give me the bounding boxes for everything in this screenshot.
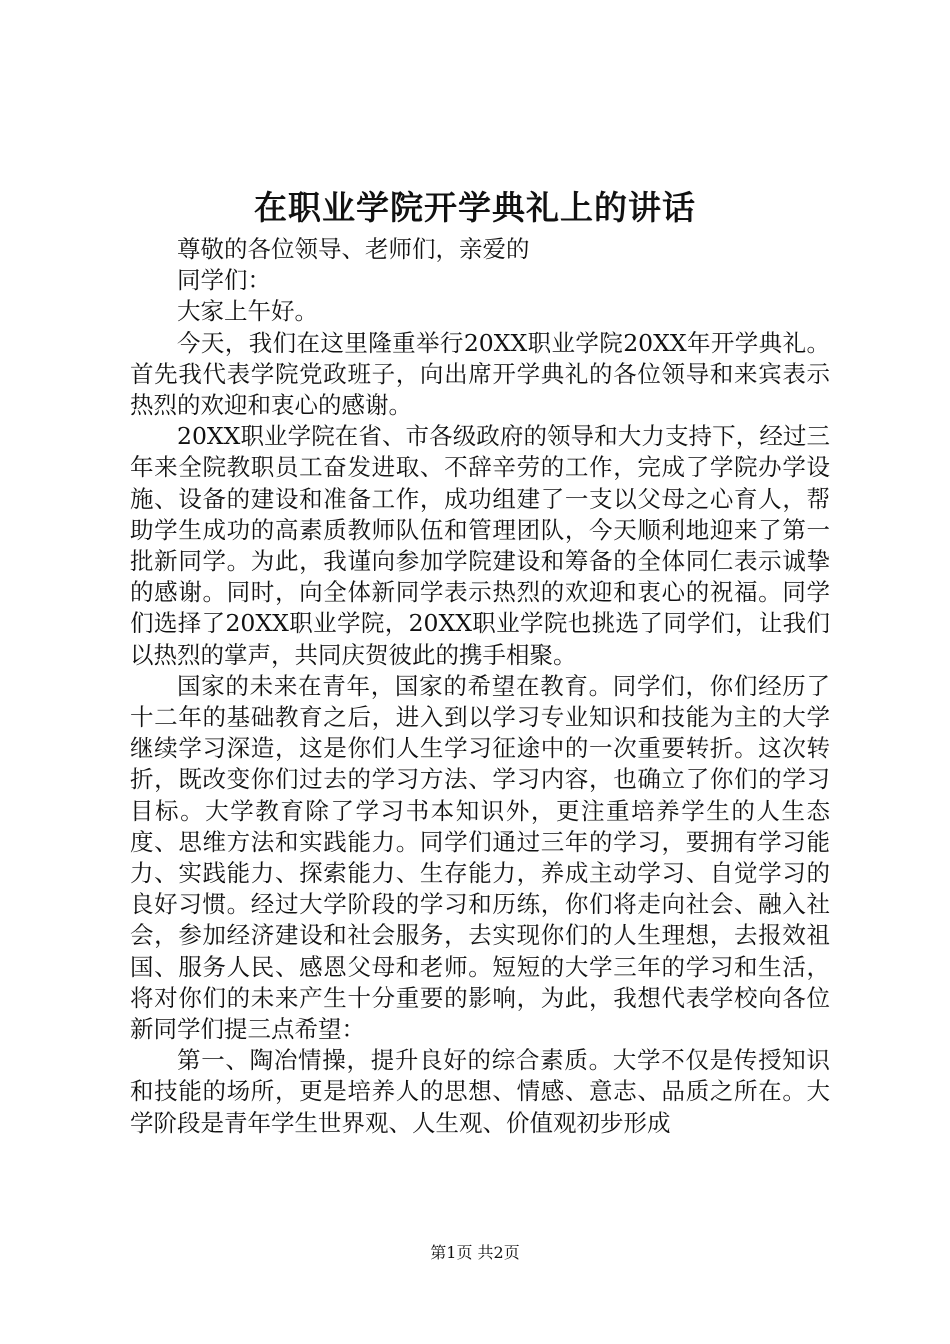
greeting-line-3: 大家上午好。	[177, 297, 318, 326]
page-number-footer: 第1页 共2页	[430, 1243, 520, 1262]
greeting-line-1: 尊敬的各位领导、老师们，亲爱的	[177, 235, 530, 263]
document-body	[130, 234, 830, 1139]
paragraph: 国家的未来在青年，国家的希望在教育。同学们，你们经历了十二年的基础教育之后，进入到以学习专业知识和技能为主的大学继续学习深造，这是你们人生学习征途中的一次重要转折。这次转折，既改变你们过去的学习方法、学习内容，也确立了你们的学习目标。大学教育除了学习书本知识外，更注重培养学生的人生态度、思维方法和实践能力。同学们通过三年的学习，要拥有学习能力、实践能力、探索能力、生存能力，养成主动学习、自觉学习的良好习惯。经过大学阶段的学习和历练，你们将走向社会、融入社会，参加经济建设和社会服务，去实现你们的人生理想，去报效祖国、服务人民、感恩父母和老师。短短的大学三年的学习和生活，将对你们的未来产生十分重要的影响，为此，我想代表学校向各位新同学们提三点希望：	[130, 671, 830, 1044]
document-title: 在职业学院开学典礼上的讲话	[254, 188, 696, 227]
paragraph: 第一、陶冶情操，提升良好的综合素质。大学不仅是传授知识和技能的场所，更是培养人的思想、情感、意志、品质之所在。大学阶段是青年学生世界观、人生观、价值观初步形成	[130, 1046, 830, 1137]
greeting-line-2: 同学们：	[177, 266, 271, 295]
paragraph: 20XX职业学院在省、市各级政府的领导和大力支持下，经过三年来全院教职员工奋发进取、不辞辛劳的工作，完成了学院办学设施、设备的建设和准备工作，成功组建了一支以父母之心育人，帮助学生成功的高素质教师队伍和管理团队，今天顺利地迎来了第一批新同学。为此，我谨向参加学院建设和筹备的全体同仁表示诚挚的感谢。同时，向全体新同学表示热烈的欢迎和衷心的祝福。同学们选择了20XX职业学院，20XX职业学院也挑选了同学们，让我们以热烈的掌声，共同庆贺彼此的携手相聚。	[130, 422, 830, 669]
paragraph: 今天，我们在这里隆重举行20XX职业学院20XX年开学典礼。首先我代表学院党政班子，向出席开学典礼的各位领导和来宾表示热烈的欢迎和衷心的感谢。	[130, 328, 830, 420]
